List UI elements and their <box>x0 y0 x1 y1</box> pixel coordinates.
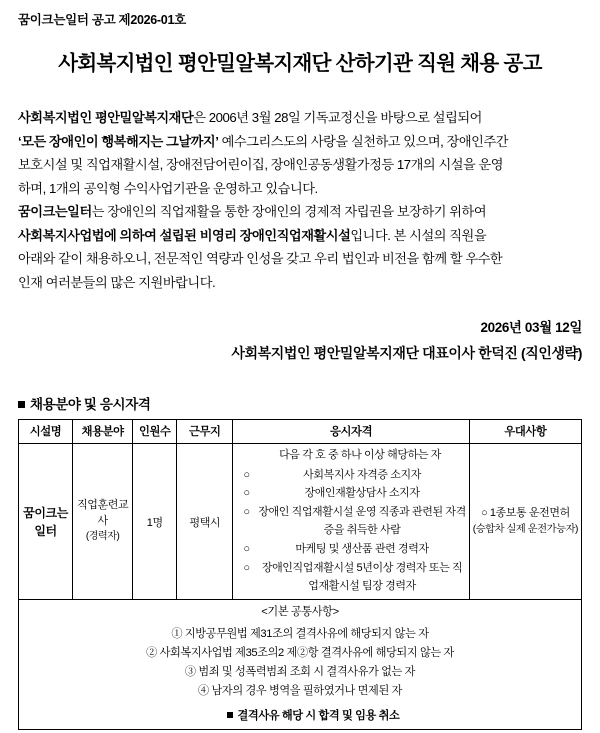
preference-main <box>472 505 579 522</box>
list-item: ① 지방공무원법 제31조의 결격사유에 해당되지 않는 자 <box>171 627 429 640</box>
cell-common-requirements <box>19 600 582 730</box>
body-segment: 사회복지법인 평안밀알복지재단 <box>18 110 194 125</box>
body-segment: 사회복지사업법에 의하여 설립된 비영리 장애인직업재활시설 <box>18 227 351 243</box>
cell-field-main: 직업훈련교사 <box>77 499 129 528</box>
body-line <box>18 130 582 154</box>
body-segment: 하며, 1개의 공익형 수익사업기관을 운영하고 있습니다. <box>18 180 318 196</box>
body-segment: 꿈이크는일터 <box>18 204 92 219</box>
list-item-label: 사회복지사 자격증 소지자 <box>303 468 421 481</box>
body-line <box>18 224 582 248</box>
column-header-count: 인원수 <box>133 419 177 443</box>
body-segment: ‘모든 장애인이 행복해지는 그날까지’ <box>18 133 219 149</box>
cell-facility: 꿈이크는일터 <box>19 443 73 600</box>
list-item-label: 장애인직업재활시설 5년이상 경력자 또는 직업재활시설 팀장 경력자 <box>261 561 463 592</box>
body-line <box>18 247 582 271</box>
common-note <box>21 707 579 726</box>
signature-block <box>18 316 582 367</box>
list-item: ② 사회복지사업법 제35조의2 제②항 결격사유에 해당되지 않는 자 <box>146 646 454 659</box>
list-item-label: 마케팅 및 생산품 관련 경력자 <box>295 542 429 555</box>
signature-date: 2026년 03월 12일 <box>480 320 582 335</box>
body-segment: 아래와 같이 채용하오니, 전문적인 역량과 인성을 갖고 우리 법인과 비전을 함께 할 우수한 <box>18 251 503 266</box>
cell-qualification <box>233 443 469 600</box>
column-header-place: 근무지 <box>177 419 233 443</box>
square-bullet-icon <box>227 712 233 718</box>
preference-main-label: 1종보통 운전면허 <box>489 507 570 520</box>
list-item <box>241 504 466 540</box>
body-line <box>18 177 582 201</box>
qualification-list <box>235 467 466 596</box>
cell-field-sub: (경력자) <box>85 531 120 543</box>
table-row <box>19 443 582 600</box>
list-item <box>241 485 466 503</box>
body-line <box>18 271 582 295</box>
body-line <box>18 200 582 224</box>
circle-bullet-icon: ○ <box>243 506 250 519</box>
list-item <box>241 560 466 596</box>
body-segment: 입니다. 본 시설의 직원을 <box>350 227 487 243</box>
list-item-label: 장애인 직업재활시설 운영 직종과 관련된 자격증을 취득한 사람 <box>258 506 466 537</box>
common-title: <기본 공통사항> <box>261 606 339 619</box>
section-heading <box>18 393 582 413</box>
qualification-lead: 다음 각 호 중 하나 이상 해당하는 자 <box>279 448 441 461</box>
body-segment: 는 장애인의 직업재활을 통한 장애인의 경제적 자립권을 보장하기 위하여 <box>91 204 487 219</box>
table-header-row <box>19 419 582 443</box>
cell-field <box>73 443 133 600</box>
document-number: 꿈이크는일터 공고 제2026-01호 <box>18 13 186 27</box>
list-item <box>241 541 466 559</box>
list-item: ④ 남자의 경우 병역을 필하였거나 면제된 자 <box>198 685 402 698</box>
cell-preference <box>469 443 581 600</box>
circle-bullet-icon: ○ <box>243 561 250 574</box>
list-item <box>241 467 466 485</box>
column-header-preference: 우대사항 <box>469 419 581 443</box>
body-line <box>18 153 582 177</box>
cell-count: 1명 <box>133 443 177 600</box>
cell-place: 평택시 <box>177 443 233 600</box>
circle-bullet-icon: ○ <box>243 487 250 500</box>
common-note-label: 결격사유 해당 시 합격 및 임용 취소 <box>237 709 400 722</box>
list-item: ③ 범죄 및 성폭력범죄 조회 시 결격사유가 없는 자 <box>184 666 416 679</box>
body-segment: 보호시설 및 직업재활시설, 장애전담어린이집, 장애인공동생활가정등 17개의 시설을 운영 <box>18 157 504 172</box>
body-segment: 은 2006년 3월 28일 기독교정신을 바탕으로 설립되어 <box>193 110 482 125</box>
square-bullet-icon <box>18 401 25 408</box>
column-header-qualification: 응시자격 <box>233 419 469 443</box>
common-list <box>21 625 579 702</box>
page-title: 사회복지법인 평안밀알복지재단 산하기관 직원 채용 공고 <box>58 52 542 75</box>
circle-bullet-icon: ○ <box>243 468 250 481</box>
table-row-common <box>19 600 582 730</box>
column-header-field: 채용분야 <box>73 419 133 443</box>
column-header-facility: 시설명 <box>19 419 73 443</box>
section-heading-label: 채용분야 및 응시자격 <box>30 396 151 412</box>
preference-sub: (승합차 실제 운전가능자) <box>472 524 579 536</box>
circle-bullet-icon: ○ <box>243 542 250 555</box>
announcement-body <box>18 106 582 294</box>
recruitment-table <box>18 419 582 730</box>
list-item-label: 장애인재활상담사 소지자 <box>304 487 420 500</box>
body-segment: 인재 여러분들의 많은 지원바랍니다. <box>18 274 216 290</box>
body-segment: 예수그리스도의 사랑을 실천하고 있으며, 장애인주간 <box>218 133 509 149</box>
circle-bullet-icon: ○ <box>480 507 490 520</box>
body-line <box>18 106 582 130</box>
signature-organization: 사회복지법인 평안밀알복지재단 대표이사 한덕진 (직인생략) <box>231 344 582 361</box>
